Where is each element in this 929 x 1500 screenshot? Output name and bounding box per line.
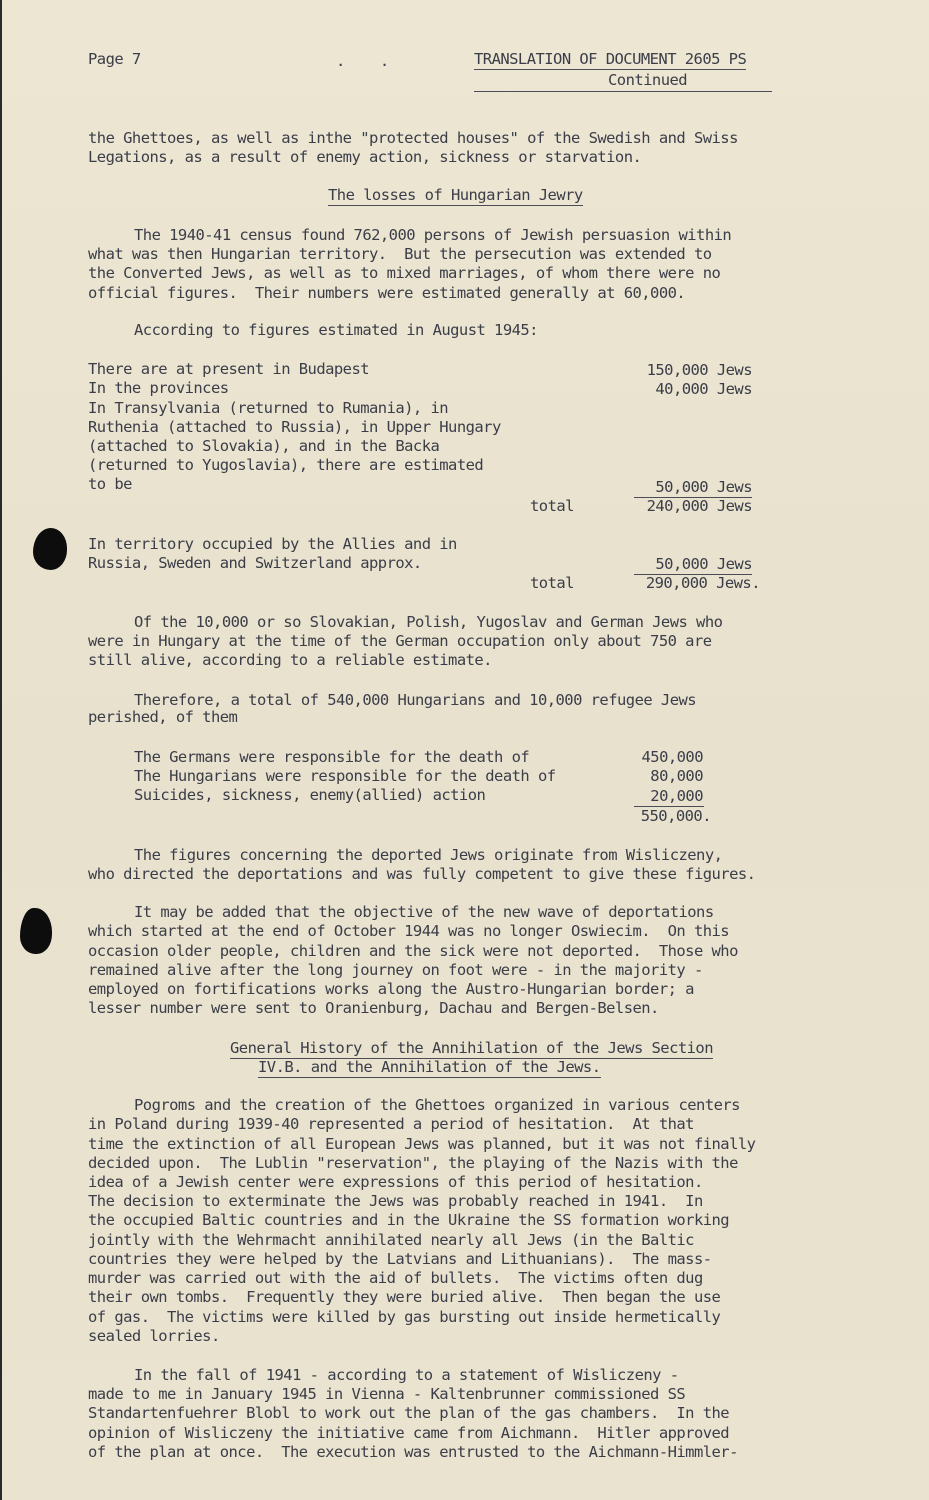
pogroms-line: murder was carried out with the aid of bullets. The victims often dug — [88, 1269, 703, 1287]
table1-multi-value: 50,000 Jews — [655, 478, 752, 496]
table2-label: Russia, Sweden and Switzerland approx. — [88, 554, 422, 572]
intro-line-1: the Ghettoes, as well as inthe "protected houses" of the Swedish and Swiss — [88, 129, 738, 147]
pogroms-line: The decision to exterminate the Jews was probably reached in 1941. In — [88, 1192, 703, 1210]
section-heading-losses — [328, 186, 583, 205]
table2-total-value: 290,000 Jews. — [645, 574, 760, 592]
perished-line-2: perished, of them — [88, 708, 238, 726]
table3-row-value: 80,000 — [650, 767, 703, 785]
census-line-1: The 1940-41 census found 762,000 persons of Jewish persuasion within — [134, 226, 732, 244]
census-line-4: official figures. Their numbers were estimated generally at 60,000. — [88, 284, 686, 302]
document-subtitle: Continued — [608, 71, 688, 89]
table3-row-label: The Germans were responsible for the death of — [134, 748, 530, 766]
pogroms-line: their own tombs. Frequently they were buried alive. Then began the use — [88, 1288, 721, 1306]
table2-value: 50,000 Jews — [655, 555, 752, 573]
wave-line-5: employed on fortifications works along the Austro-Hungarian border; a — [88, 980, 694, 998]
source-line-1: The figures concerning the deported Jews originate from Wisliczeny, — [134, 846, 723, 864]
fall-line: made to me in January 1945 in Vienna - Kaltenbrunner commissioned SS — [88, 1385, 686, 1403]
punch-hole-lower — [20, 908, 52, 954]
header-dots: . . — [336, 52, 389, 70]
intro-line-2: Legations, as a result of enemy action, sickness or starvation. — [88, 148, 642, 166]
table1-multi-label: to be — [88, 475, 132, 493]
pogroms-line: sealed lorries. — [88, 1327, 220, 1345]
table3-row-label: The Hungarians were responsible for the death of — [134, 767, 556, 785]
table1-multi-label: (attached to Slovakia), and in the Backa — [88, 437, 440, 455]
table1-total-label: total — [530, 497, 574, 515]
refugees-line-3: still alive, according to a reliable estimate. — [88, 651, 492, 669]
section-heading-history-text: General History of the Annihilation of the Jews Section — [230, 1039, 713, 1057]
pogroms-line: idea of a Jewish center were expressions of this period of hesitation. — [88, 1173, 703, 1191]
table1-row-value: 40,000 Jews — [655, 380, 752, 398]
table3-row-label: Suicides, sickness, enemy(allied) action — [134, 786, 486, 804]
table1-row-label: There are at present in Budapest — [88, 360, 370, 378]
wave-line-3: occasion older people, children and the sick were not deported. Those who — [88, 942, 738, 960]
pogroms-line: in Poland during 1939-40 represented a period of hesitation. At that — [88, 1115, 694, 1133]
source-line-2: who directed the deportations and was fully competent to give these figures. — [88, 865, 756, 883]
fall-line: of the plan at once. The execution was entrusted to the Aichmann-Himmler- — [88, 1443, 738, 1461]
table3-row-value: 450,000 — [641, 748, 703, 766]
document-title-text: TRANSLATION OF DOCUMENT 2605 PS — [474, 50, 747, 68]
pogroms-line: decided upon. The Lublin "reservation", the playing of the Nazis with the — [88, 1154, 738, 1172]
table1-multi-label: In Transylvania (returned to Rumania), in — [88, 399, 449, 417]
section-heading-losses-text: The losses of Hungarian Jewry — [328, 186, 583, 204]
section-heading-history-2 — [258, 1058, 601, 1077]
table3-row-value: 20,000 — [650, 787, 703, 805]
refugees-line-1: Of the 10,000 or so Slovakian, Polish, Yugoslav and German Jews who — [134, 613, 723, 631]
punch-hole-upper — [33, 528, 67, 570]
table2-label: In territory occupied by the Allies and in — [88, 535, 457, 553]
table1-multi-label: (returned to Yugoslavia), there are estimated — [88, 456, 484, 474]
section-heading-history-1 — [230, 1039, 713, 1058]
wave-line-6: lesser number were sent to Oranienburg, Dachau and Bergen-Belsen. — [88, 999, 659, 1017]
refugees-line-2: were in Hungary at the time of the German occupation only about 750 are — [88, 632, 712, 650]
table1-row-label: In the provinces — [88, 379, 229, 397]
table1-total-value: 240,000 Jews — [646, 497, 752, 515]
table2-total-label: total — [530, 574, 574, 592]
table1-multi-label: Ruthenia (attached to Russia), in Upper Hungary — [88, 418, 501, 436]
fall-line: In the fall of 1941 - according to a statement of Wisliczeny - — [134, 1366, 679, 1384]
page-number: Page 7 — [88, 50, 141, 68]
fall-line: Standartenfuehrer Blobl to work out the plan of the gas chambers. In the — [88, 1404, 730, 1422]
document-title — [474, 50, 746, 69]
section-heading-history-text: IV.B. and the Annihilation of the Jews. — [258, 1058, 601, 1076]
pogroms-line: Pogroms and the creation of the Ghettoes organized in various centers — [134, 1096, 740, 1114]
header-rule — [474, 91, 772, 92]
perished-line-1: Therefore, a total of 540,000 Hungarians and 10,000 refugee Jews — [134, 691, 697, 709]
pogroms-line: jointly with the Wehrmacht annihilated nearly all Jews (in the Baltic — [88, 1231, 694, 1249]
pogroms-line: the occupied Baltic countries and in the Ukraine the SS formation working — [88, 1211, 730, 1229]
wave-line-2: which started at the end of October 1944 was no longer Oswiecim. On this — [88, 922, 730, 940]
table1-row-value: 150,000 Jews — [646, 361, 752, 379]
fall-line: opinion of Wisliczeny the initiative came from Aichmann. Hitler approved — [88, 1424, 730, 1442]
census-line-3: the Converted Jews, as well as to mixed marriages, of whom there were no — [88, 264, 721, 282]
pogroms-line: of gas. The victims were killed by gas bursting out inside hermetically — [88, 1308, 721, 1326]
table3-total: 550,000. — [640, 807, 711, 825]
census-line-2: what was then Hungarian territory. But the persecution was extended to — [88, 245, 712, 263]
wave-line-4: remained alive after the long journey on foot were - in the majority - — [88, 961, 703, 979]
wave-line-1: It may be added that the objective of the new wave of deportations — [134, 903, 714, 921]
page-edge — [0, 0, 2, 1500]
estimate-intro: According to figures estimated in August 1945: — [134, 321, 538, 339]
pogroms-line: time the extinction of all European Jews was planned, but it was not finally — [88, 1135, 756, 1153]
pogroms-line: countries they were helped by the Latvians and Lithuanians). The mass- — [88, 1250, 712, 1268]
